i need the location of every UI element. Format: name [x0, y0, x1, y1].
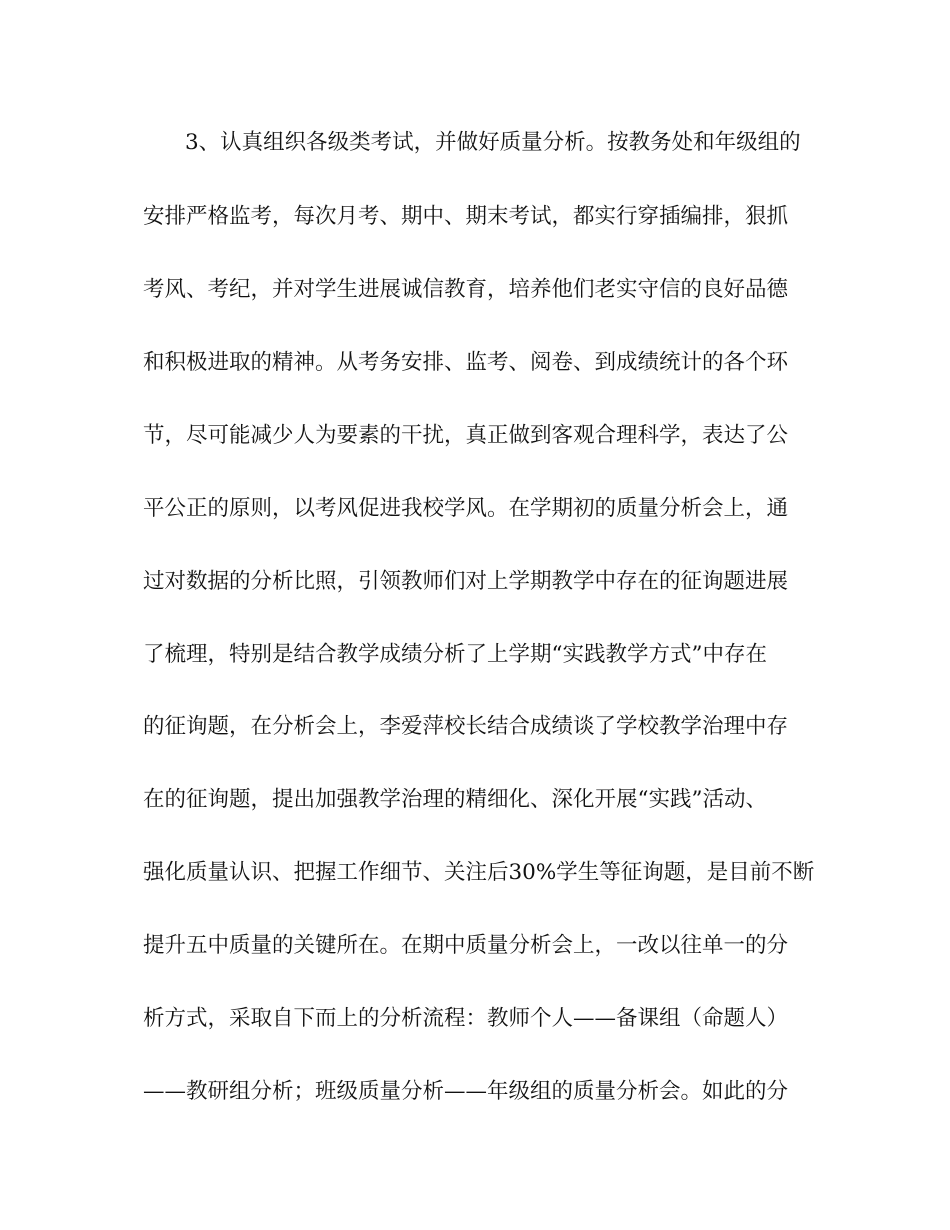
- paragraph-line: 析方式，采取自下而上的分析流程：教师个人——备课组（命题人）: [143, 1006, 789, 1031]
- paragraph-line: 和积极进取的精神。从考务安排、监考、阅卷、到成绩统计的各个环: [143, 350, 789, 375]
- paragraph-line: 强化质量认识、把握工作细节、关注后30%学生等征询题，是目前不断: [143, 860, 815, 885]
- paragraph-line: 平公正的原则，以考风促进我校学风。在学期初的质量分析会上，通: [143, 496, 789, 521]
- paragraph-line: 在的征询题，提出加强教学治理的精细化、深化开展“实践”活动、: [143, 787, 767, 812]
- paragraph-line: 的征询题，在分析会上，李爱萍校长结合成绩谈了学校教学治理中存: [143, 714, 789, 739]
- paragraph-line: 3、认真组织各级类考试，并做好质量分析。按教务处和年级组的: [185, 130, 801, 155]
- paragraph-line: 安排严格监考，每次月考、期中、期末考试，都实行穿插编排，狠抓: [143, 204, 789, 229]
- paragraph-line: 节，尽可能减少人为要素的干扰，真正做到客观合理科学，表达了公: [143, 423, 789, 448]
- paragraph-line: ——教研组分析；班级质量分析——年级组的质量分析会。如此的分: [143, 1079, 789, 1104]
- paragraph-line: 过对数据的分析比照，引领教师们对上学期教学中存在的征询题进展: [143, 569, 789, 594]
- paragraph-line: 提升五中质量的关键所在。在期中质量分析会上，一改以往单一的分: [143, 933, 789, 958]
- paragraph-line: 了梳理，特别是结合教学成绩分析了上学期“实践教学方式”中存在: [143, 642, 767, 667]
- paragraph-line: 考风、考纪，并对学生进展诚信教育，培养他们老实守信的良好品德: [143, 277, 789, 302]
